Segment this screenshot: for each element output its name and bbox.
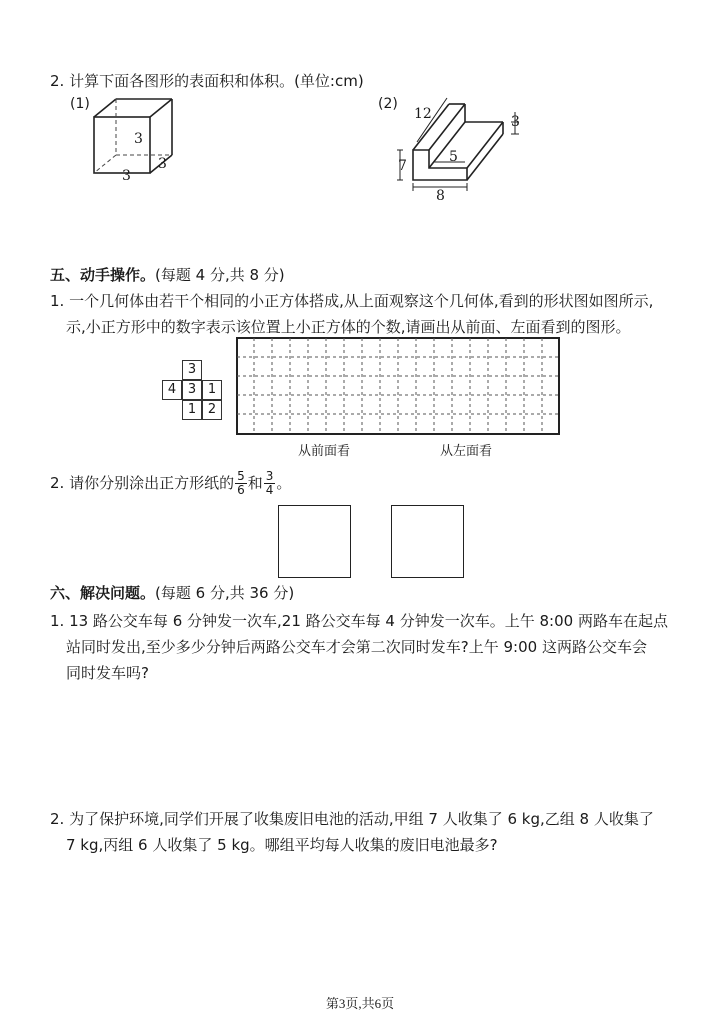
- s5-q1-line1: 1. 一个几何体由若干个相同的小正方体搭成,从上面观察这个几何体,看到的形状图如图所示,: [50, 292, 654, 310]
- s5-q2-suffix: 。: [276, 474, 292, 492]
- s6-q2-line2: 7 kg,丙组 6 人收集了 5 kg。哪组平均每人收集的废旧电池最多?: [66, 836, 498, 854]
- section-5-heading-row: [50, 264, 285, 286]
- top-view-cell: 4: [162, 380, 182, 400]
- figure-2-label: (2): [378, 96, 398, 112]
- left-view-label: 从左面看: [440, 444, 493, 459]
- fraction-five-sixths: [235, 470, 247, 497]
- dim-7-label: 7: [398, 158, 407, 174]
- s6-q1-line3: 同时发车吗?: [66, 664, 149, 682]
- s5-q2-text: [50, 468, 291, 498]
- page-number: 第3页,共6页: [325, 996, 395, 1011]
- section-6-heading: 六、解决问题。: [50, 584, 156, 602]
- cube-height-label: 3: [134, 131, 143, 147]
- dim-8-label: 8: [436, 188, 445, 204]
- top-view-cell: 3: [182, 360, 202, 380]
- front-view-label: 从前面看: [298, 444, 351, 459]
- drawing-grid[interactable]: [236, 337, 560, 435]
- cube-depth-label: 3: [158, 156, 167, 172]
- s5-q1-line2: 示,小正方形中的数字表示该位置上小正方体的个数,请画出从前面、左面看到的图形。: [66, 318, 631, 336]
- cube-width-label: 3: [122, 168, 131, 184]
- dim-12-label: 12: [414, 106, 432, 122]
- frac-numerator: 3: [265, 469, 274, 483]
- section-6-heading-row: [50, 582, 294, 604]
- figure-1-label: (1): [70, 96, 90, 112]
- square-paper-2[interactable]: [391, 505, 464, 578]
- s5-q2-conjunction: 和: [247, 474, 263, 492]
- section-6-score-note: (每题 6 分,共 36 分): [155, 584, 295, 602]
- frac-denominator: 6: [237, 483, 245, 497]
- section-5-score-note: (每题 4 分,共 8 分): [155, 266, 285, 284]
- s6-q2-line1: 2. 为了保护环境,同学们开展了收集废旧电池的活动,甲组 7 人收集了 6 kg,乙组 8 人收集了: [50, 810, 654, 828]
- top-view-cell: 1: [182, 400, 202, 420]
- top-view-cell: 2: [202, 400, 222, 420]
- s5-q2-prefix: 2. 请你分别涂出正方形纸的: [50, 474, 235, 492]
- frac-denominator: 4: [265, 483, 274, 497]
- dim-3-label: 3: [511, 114, 520, 130]
- s6-q1-line2: 站同时发出,至少多少分钟后两路公交车才会第二次同时发车?上午 9:00 这两路公交车会: [66, 638, 647, 656]
- dim-5-label: 5: [449, 149, 458, 165]
- problem-2-title: 2. 计算下面各图形的表面积和体积。(单位:cm): [50, 72, 364, 90]
- frac-numerator: 5: [237, 469, 245, 483]
- square-paper-1[interactable]: [278, 505, 351, 578]
- top-view-cell: 3: [182, 380, 202, 400]
- section-5-heading: 五、动手操作。: [50, 266, 156, 284]
- s6-q1-line1: 1. 13 路公交车每 6 分钟发一次车,21 路公交车每 4 分钟发一次车。上午 8:00 两路车在起点: [50, 612, 668, 630]
- top-view-cell: 1: [202, 380, 222, 400]
- fraction-three-quarters: [264, 470, 276, 497]
- top-view-diagram: [162, 360, 222, 420]
